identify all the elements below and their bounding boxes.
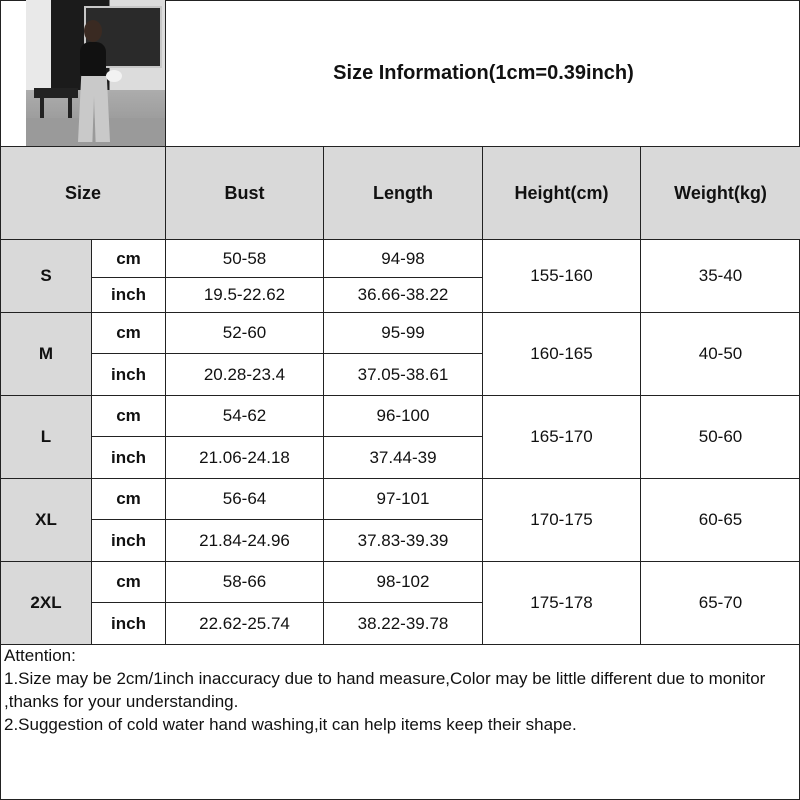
height-value: 170-175 [483,479,641,562]
weight-value: 40-50 [641,313,800,396]
bust-inch: 19.5-22.62 [166,278,324,313]
bust-cm: 52-60 [166,313,324,354]
height-value: 165-170 [483,396,641,479]
height-value: 155-160 [483,240,641,313]
table-row [1,396,800,437]
length-inch: 37.83-39.39 [324,520,483,562]
col-header-length: Length [324,147,483,240]
bust-cm: 58-66 [166,562,324,603]
unit-cm: cm [92,240,166,278]
length-inch: 36.66-38.22 [324,278,483,313]
length-cm: 95-99 [324,313,483,354]
product-photo [26,0,165,146]
size-label: S [1,240,92,313]
unit-inch: inch [92,354,166,396]
table-row [1,562,800,603]
size-label: M [1,313,92,396]
bust-cm: 50-58 [166,240,324,278]
bust-inch: 21.06-24.18 [166,437,324,479]
length-cm: 94-98 [324,240,483,278]
length-cm: 98-102 [324,562,483,603]
col-header-bust: Bust [166,147,324,240]
table-row [1,313,800,354]
bust-inch: 21.84-24.96 [166,520,324,562]
size-table [0,146,800,645]
bust-cm: 56-64 [166,479,324,520]
col-header-height: Height(cm) [483,147,641,240]
weight-value: 35-40 [641,240,800,313]
weight-value: 65-70 [641,562,800,645]
length-inch: 38.22-39.78 [324,603,483,645]
size-label: XL [1,479,92,562]
size-label: L [1,396,92,479]
unit-cm: cm [92,562,166,603]
unit-cm: cm [92,479,166,520]
bust-cm: 54-62 [166,396,324,437]
weight-value: 50-60 [641,396,800,479]
unit-inch: inch [92,278,166,313]
table-row [1,479,800,520]
table-header-row [1,147,800,240]
height-value: 160-165 [483,313,641,396]
unit-inch: inch [92,520,166,562]
weight-value: 60-65 [641,479,800,562]
size-label: 2XL [1,562,92,645]
unit-cm: cm [92,313,166,354]
col-header-weight: Weight(kg) [641,147,800,240]
page-title: Size Information(1cm=0.39inch) [333,61,634,84]
bust-inch: 20.28-23.4 [166,354,324,396]
title-cell [165,0,800,146]
unit-inch: inch [92,437,166,479]
height-value: 175-178 [483,562,641,645]
unit-inch: inch [92,603,166,645]
note-1: 1.Size may be 2cm/1inch inaccuracy due to hand measure,Color may be little different due to monitor ,thanks for your understanding. [4,669,766,711]
table-row [1,240,800,278]
note-2: 2.Suggestion of cold water hand washing,it can help items keep their shape. [4,715,577,734]
bust-inch: 22.62-25.74 [166,603,324,645]
length-cm: 97-101 [324,479,483,520]
notes-heading: Attention: [4,646,76,665]
length-cm: 96-100 [324,396,483,437]
attention-notes [4,644,796,736]
length-inch: 37.44-39 [324,437,483,479]
unit-cm: cm [92,396,166,437]
col-header-size: Size [1,147,166,240]
length-inch: 37.05-38.61 [324,354,483,396]
